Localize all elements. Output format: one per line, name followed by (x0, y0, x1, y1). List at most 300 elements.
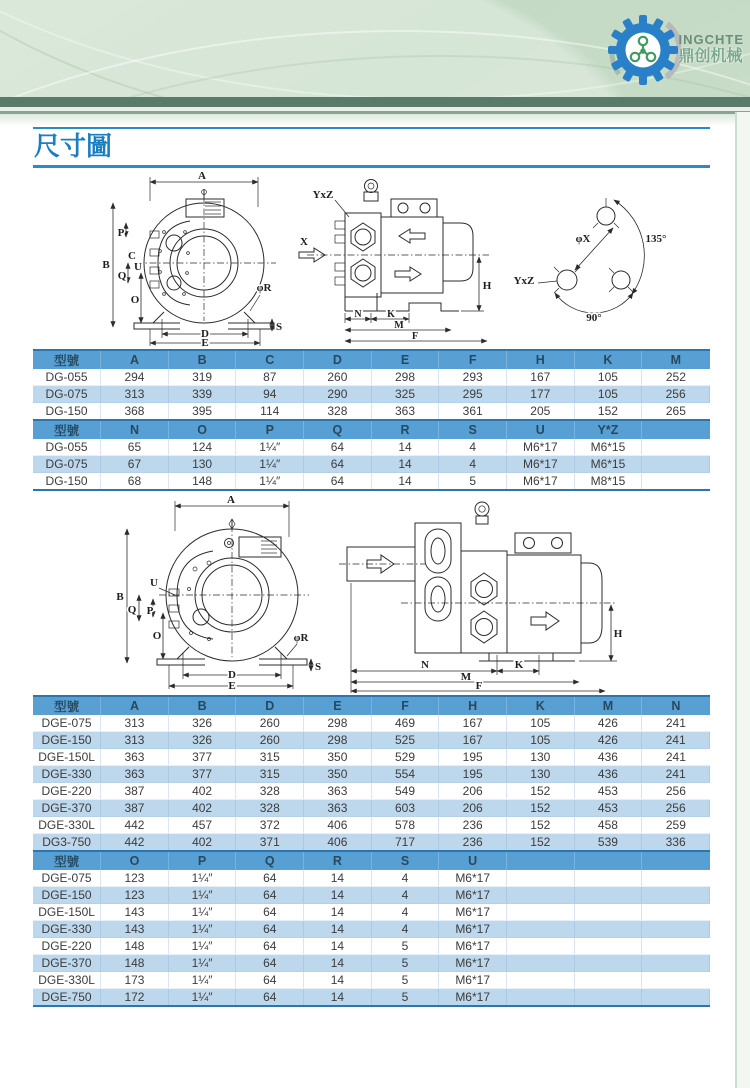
value-cell: M6*17 (506, 473, 574, 490)
value-cell: 64 (236, 921, 304, 938)
value-cell (506, 989, 574, 1006)
dg-side-view-diagram (291, 171, 496, 347)
model-cell: DGE-220 (33, 938, 101, 955)
value-cell: 105 (506, 715, 574, 732)
table-row (33, 715, 710, 732)
value-cell: 259 (642, 817, 710, 834)
value-cell (642, 972, 710, 989)
value-cell: 436 (574, 766, 642, 783)
column-header: M (642, 350, 710, 369)
column-header: R (371, 420, 439, 439)
svg-text:φX: φX (575, 232, 591, 245)
table-row (33, 439, 710, 456)
value-cell: 14 (371, 456, 439, 473)
brand-logo (605, 12, 745, 88)
value-cell: 525 (371, 732, 439, 749)
value-cell: 457 (168, 817, 236, 834)
column-header: F (439, 350, 507, 369)
model-cell: DGE-370 (33, 955, 101, 972)
value-cell: 469 (371, 715, 439, 732)
value-cell: 14 (304, 887, 372, 904)
column-header: B (168, 696, 236, 715)
value-cell: 328 (304, 403, 372, 420)
value-cell: 336 (642, 834, 710, 851)
value-cell (506, 870, 574, 887)
table-row (33, 938, 710, 955)
value-cell: 578 (371, 817, 439, 834)
table-header-row (33, 350, 710, 369)
value-cell: 436 (574, 749, 642, 766)
value-cell: 328 (236, 800, 304, 817)
value-cell: 313 (101, 732, 169, 749)
value-cell: 206 (439, 783, 507, 800)
value-cell: 5 (371, 989, 439, 1006)
value-cell: 241 (642, 732, 710, 749)
page-title: 尺寸圖 (34, 131, 113, 161)
svg-text:Q: Q (117, 269, 127, 282)
value-cell: 177 (506, 386, 574, 403)
value-cell: 406 (304, 817, 372, 834)
table-header-row (33, 696, 710, 715)
value-cell: 1¼″ (236, 439, 304, 456)
dge-dimension-table (33, 695, 710, 1007)
value-cell: 453 (574, 800, 642, 817)
value-cell: 1¼″ (168, 870, 236, 887)
value-cell: 4 (439, 456, 507, 473)
column-header: C (236, 350, 304, 369)
model-cell: DGE-150 (33, 887, 101, 904)
value-cell: 361 (439, 403, 507, 420)
value-cell: 295 (439, 386, 507, 403)
value-cell: 298 (371, 369, 439, 386)
value-cell: 64 (236, 870, 304, 887)
value-cell: 4 (439, 439, 507, 456)
column-header: O (168, 420, 236, 439)
value-cell (506, 938, 574, 955)
value-cell: 294 (101, 369, 169, 386)
value-cell: 64 (236, 887, 304, 904)
table-row (33, 749, 710, 766)
value-cell: 14 (304, 955, 372, 972)
divider-band-dark (0, 97, 750, 107)
dg-side-dimensions (300, 189, 492, 342)
value-cell: 387 (101, 783, 169, 800)
value-cell: M6*17 (506, 456, 574, 473)
column-header: Q (236, 851, 304, 870)
value-cell: 67 (101, 456, 169, 473)
svg-text:B: B (116, 590, 124, 603)
table-row (33, 456, 710, 473)
column-header: B (168, 350, 236, 369)
value-cell: 64 (304, 473, 372, 490)
dg-front-outline (134, 189, 276, 329)
value-cell (642, 989, 710, 1006)
value-cell: 4 (371, 870, 439, 887)
value-cell: 371 (236, 834, 304, 851)
value-cell: 325 (371, 386, 439, 403)
value-cell: 315 (236, 749, 304, 766)
value-cell: 65 (101, 439, 169, 456)
svg-text:U: U (150, 576, 158, 589)
bolt-circle-dimensions (514, 200, 667, 324)
column-header: R (304, 851, 372, 870)
value-cell: 143 (101, 904, 169, 921)
value-cell: 458 (574, 817, 642, 834)
value-cell: 326 (168, 715, 236, 732)
value-cell: 256 (642, 800, 710, 817)
value-cell: 241 (642, 715, 710, 732)
table-row (33, 887, 710, 904)
value-cell: 152 (506, 783, 574, 800)
model-cell: DGE-370 (33, 800, 101, 817)
value-cell: M6*17 (439, 989, 507, 1006)
value-cell: 4 (371, 921, 439, 938)
value-cell: 64 (236, 972, 304, 989)
value-cell: 5 (439, 473, 507, 490)
value-cell: 130 (506, 766, 574, 783)
column-header: U (506, 420, 574, 439)
table-row (33, 989, 710, 1006)
column-header: 型號 (33, 350, 101, 369)
value-cell: 148 (101, 955, 169, 972)
column-header: A (101, 350, 169, 369)
value-cell: 148 (101, 938, 169, 955)
bolt-circle-diagram (513, 176, 691, 334)
table-row (33, 955, 710, 972)
value-cell (574, 921, 642, 938)
value-cell: 549 (371, 783, 439, 800)
table-row (33, 386, 710, 403)
value-cell: M6*17 (439, 938, 507, 955)
value-cell: 265 (642, 403, 710, 420)
svg-text:O: O (130, 293, 140, 306)
value-cell: 14 (371, 473, 439, 490)
value-cell: M6*17 (439, 887, 507, 904)
value-cell: 236 (439, 834, 507, 851)
value-cell (506, 904, 574, 921)
value-cell (574, 887, 642, 904)
dge-side-view-diagram (339, 493, 624, 693)
value-cell: 426 (574, 715, 642, 732)
svg-text:S: S (314, 660, 322, 673)
value-cell: 363 (304, 783, 372, 800)
value-cell: 152 (574, 403, 642, 420)
value-cell: 293 (439, 369, 507, 386)
value-cell: 14 (304, 972, 372, 989)
column-header: M (574, 696, 642, 715)
svg-text:90°: 90° (586, 311, 602, 324)
value-cell: 64 (236, 938, 304, 955)
model-cell: DGE-750 (33, 989, 101, 1006)
value-cell (506, 921, 574, 938)
dg-front-dimensions (102, 170, 282, 347)
value-cell: M8*15 (574, 473, 642, 490)
value-cell: 363 (371, 403, 439, 420)
value-cell: 64 (304, 439, 372, 456)
svg-text:E: E (228, 679, 236, 692)
value-cell: 260 (304, 369, 372, 386)
model-cell: DGE-330L (33, 817, 101, 834)
value-cell (642, 921, 710, 938)
svg-text:D: D (228, 668, 236, 681)
dg-dimension-table (33, 349, 710, 491)
value-cell: 402 (168, 783, 236, 800)
svg-text:N: N (354, 308, 362, 320)
value-cell: 256 (642, 783, 710, 800)
table-row (33, 870, 710, 887)
value-cell: 1¼″ (168, 887, 236, 904)
svg-text:A: A (198, 169, 206, 182)
value-cell: 130 (506, 749, 574, 766)
value-cell: 377 (168, 749, 236, 766)
column-header (642, 420, 710, 439)
value-cell: 241 (642, 766, 710, 783)
value-cell: 442 (101, 817, 169, 834)
value-cell: 205 (506, 403, 574, 420)
value-cell: 167 (439, 732, 507, 749)
value-cell (642, 887, 710, 904)
column-header: U (439, 851, 507, 870)
svg-text:K: K (387, 308, 395, 320)
value-cell (574, 870, 642, 887)
value-cell (574, 904, 642, 921)
value-cell: 363 (304, 800, 372, 817)
brand-name-text: INGCHTE (678, 32, 744, 48)
page-edge-line (735, 112, 737, 1088)
model-cell: DGE-150L (33, 749, 101, 766)
column-header: E (304, 696, 372, 715)
value-cell: 363 (101, 749, 169, 766)
value-cell (642, 439, 710, 456)
model-cell: DG-075 (33, 456, 101, 473)
value-cell (574, 972, 642, 989)
page-header-banner (0, 0, 750, 97)
column-header: H (506, 350, 574, 369)
value-cell: 167 (439, 715, 507, 732)
value-cell: 363 (101, 766, 169, 783)
value-cell: 1¼″ (236, 456, 304, 473)
value-cell: 313 (101, 386, 169, 403)
svg-text:B: B (102, 258, 110, 271)
value-cell: 554 (371, 766, 439, 783)
table-row (33, 921, 710, 938)
svg-text:U: U (134, 260, 142, 273)
value-cell: 260 (236, 715, 304, 732)
value-cell: 313 (101, 715, 169, 732)
svg-text:O: O (152, 629, 162, 642)
value-cell (642, 938, 710, 955)
column-header: S (371, 851, 439, 870)
table-row (33, 904, 710, 921)
model-cell: DG3-750 (33, 834, 101, 851)
value-cell: 105 (574, 386, 642, 403)
table-header-row (33, 420, 710, 439)
column-header: F (371, 696, 439, 715)
value-cell: 64 (236, 904, 304, 921)
value-cell: 1¼″ (168, 955, 236, 972)
value-cell: 5 (371, 955, 439, 972)
value-cell (574, 938, 642, 955)
value-cell: 152 (506, 834, 574, 851)
svg-text:Q: Q (127, 603, 137, 616)
value-cell: 395 (168, 403, 236, 420)
svg-text:H: H (613, 627, 623, 640)
value-cell: 328 (236, 783, 304, 800)
value-cell: 64 (236, 955, 304, 972)
model-cell: DG-055 (33, 369, 101, 386)
value-cell: 114 (236, 403, 304, 420)
bolt-circle-outline (538, 198, 633, 293)
value-cell: 14 (304, 870, 372, 887)
value-cell: 206 (439, 800, 507, 817)
table-row (33, 473, 710, 490)
value-cell: 94 (236, 386, 304, 403)
divider-band-fade (0, 114, 750, 126)
value-cell: 426 (574, 732, 642, 749)
value-cell: 1¼″ (168, 989, 236, 1006)
value-cell: 717 (371, 834, 439, 851)
value-cell: 368 (101, 403, 169, 420)
value-cell: 172 (101, 989, 169, 1006)
value-cell: 130 (168, 456, 236, 473)
table-row (33, 766, 710, 783)
value-cell: 167 (506, 369, 574, 386)
value-cell: M6*17 (439, 921, 507, 938)
value-cell (642, 456, 710, 473)
value-cell: 14 (304, 921, 372, 938)
dge-front-dimensions (116, 494, 321, 692)
table-row (33, 403, 710, 420)
svg-text:A: A (227, 493, 235, 506)
value-cell: M6*17 (439, 972, 507, 989)
value-cell (642, 870, 710, 887)
svg-text:135°: 135° (645, 232, 667, 245)
value-cell: 4 (371, 887, 439, 904)
value-cell: 14 (371, 439, 439, 456)
value-cell: 298 (304, 732, 372, 749)
value-cell: M6*17 (439, 955, 507, 972)
model-cell: DGE-330 (33, 766, 101, 783)
svg-text:YxZ: YxZ (513, 274, 535, 287)
svg-text:X: X (300, 235, 308, 248)
column-header (506, 851, 574, 870)
value-cell: 123 (101, 887, 169, 904)
value-cell (574, 989, 642, 1006)
table-row (33, 972, 710, 989)
value-cell: 14 (304, 904, 372, 921)
svg-text:M: M (394, 319, 404, 331)
column-header: S (439, 420, 507, 439)
value-cell: 377 (168, 766, 236, 783)
value-cell: M6*15 (574, 456, 642, 473)
value-cell: 14 (304, 938, 372, 955)
value-cell: 105 (506, 732, 574, 749)
model-cell: DGE-075 (33, 715, 101, 732)
column-header: N (642, 696, 710, 715)
model-cell: DG-150 (33, 403, 101, 420)
column-header: O (101, 851, 169, 870)
value-cell: 387 (101, 800, 169, 817)
model-cell: DGE-220 (33, 783, 101, 800)
value-cell: 87 (236, 369, 304, 386)
value-cell: 350 (304, 766, 372, 783)
value-cell: 319 (168, 369, 236, 386)
value-cell: 326 (168, 732, 236, 749)
value-cell (642, 955, 710, 972)
value-cell: 148 (168, 473, 236, 490)
value-cell: 442 (101, 834, 169, 851)
svg-text:P: P (117, 226, 125, 239)
model-cell: DG-055 (33, 439, 101, 456)
model-cell: DG-075 (33, 386, 101, 403)
dge-diagrams-row (33, 491, 710, 693)
dg-front-view-diagram (98, 169, 290, 347)
column-header: Q (304, 420, 372, 439)
svg-text:P: P (146, 604, 154, 617)
value-cell: 143 (101, 921, 169, 938)
table-row (33, 817, 710, 834)
brand-chinese-text: 鼎创机械 (678, 48, 743, 66)
value-cell: 315 (236, 766, 304, 783)
model-cell: DGE-330L (33, 972, 101, 989)
value-cell: 105 (574, 369, 642, 386)
svg-text:S: S (275, 320, 283, 333)
value-cell: 256 (642, 386, 710, 403)
value-cell (642, 904, 710, 921)
value-cell: 1¼″ (168, 921, 236, 938)
page-edge-shade (737, 112, 750, 1088)
svg-text:K: K (514, 658, 524, 671)
value-cell: 68 (101, 473, 169, 490)
model-cell: DG-150 (33, 473, 101, 490)
value-cell (506, 955, 574, 972)
value-cell: 4 (371, 904, 439, 921)
column-header (574, 851, 642, 870)
table-row (33, 369, 710, 386)
column-header: E (371, 350, 439, 369)
table-header-row (33, 851, 710, 870)
column-header: 型號 (33, 696, 101, 715)
value-cell: 236 (439, 817, 507, 834)
value-cell: 260 (236, 732, 304, 749)
value-cell: 252 (642, 369, 710, 386)
svg-text:N: N (421, 658, 429, 671)
value-cell: 241 (642, 749, 710, 766)
svg-text:φR: φR (293, 631, 309, 644)
column-header: N (101, 420, 169, 439)
table-row (33, 834, 710, 851)
svg-text:M: M (460, 670, 472, 683)
column-header: K (506, 696, 574, 715)
value-cell: 1¼″ (168, 938, 236, 955)
column-header: D (236, 696, 304, 715)
gear-logo-icon (605, 12, 681, 88)
value-cell: 5 (371, 938, 439, 955)
value-cell: 372 (236, 817, 304, 834)
value-cell: 173 (101, 972, 169, 989)
value-cell: 123 (101, 870, 169, 887)
value-cell: 529 (371, 749, 439, 766)
svg-text:E: E (201, 336, 209, 347)
column-header: P (168, 851, 236, 870)
dg-diagrams-row (33, 168, 710, 347)
value-cell: M6*17 (506, 439, 574, 456)
column-header: K (574, 350, 642, 369)
dge-front-outline (157, 519, 309, 665)
value-cell: 124 (168, 439, 236, 456)
value-cell: 5 (371, 972, 439, 989)
dge-side-dimensions (351, 583, 623, 693)
